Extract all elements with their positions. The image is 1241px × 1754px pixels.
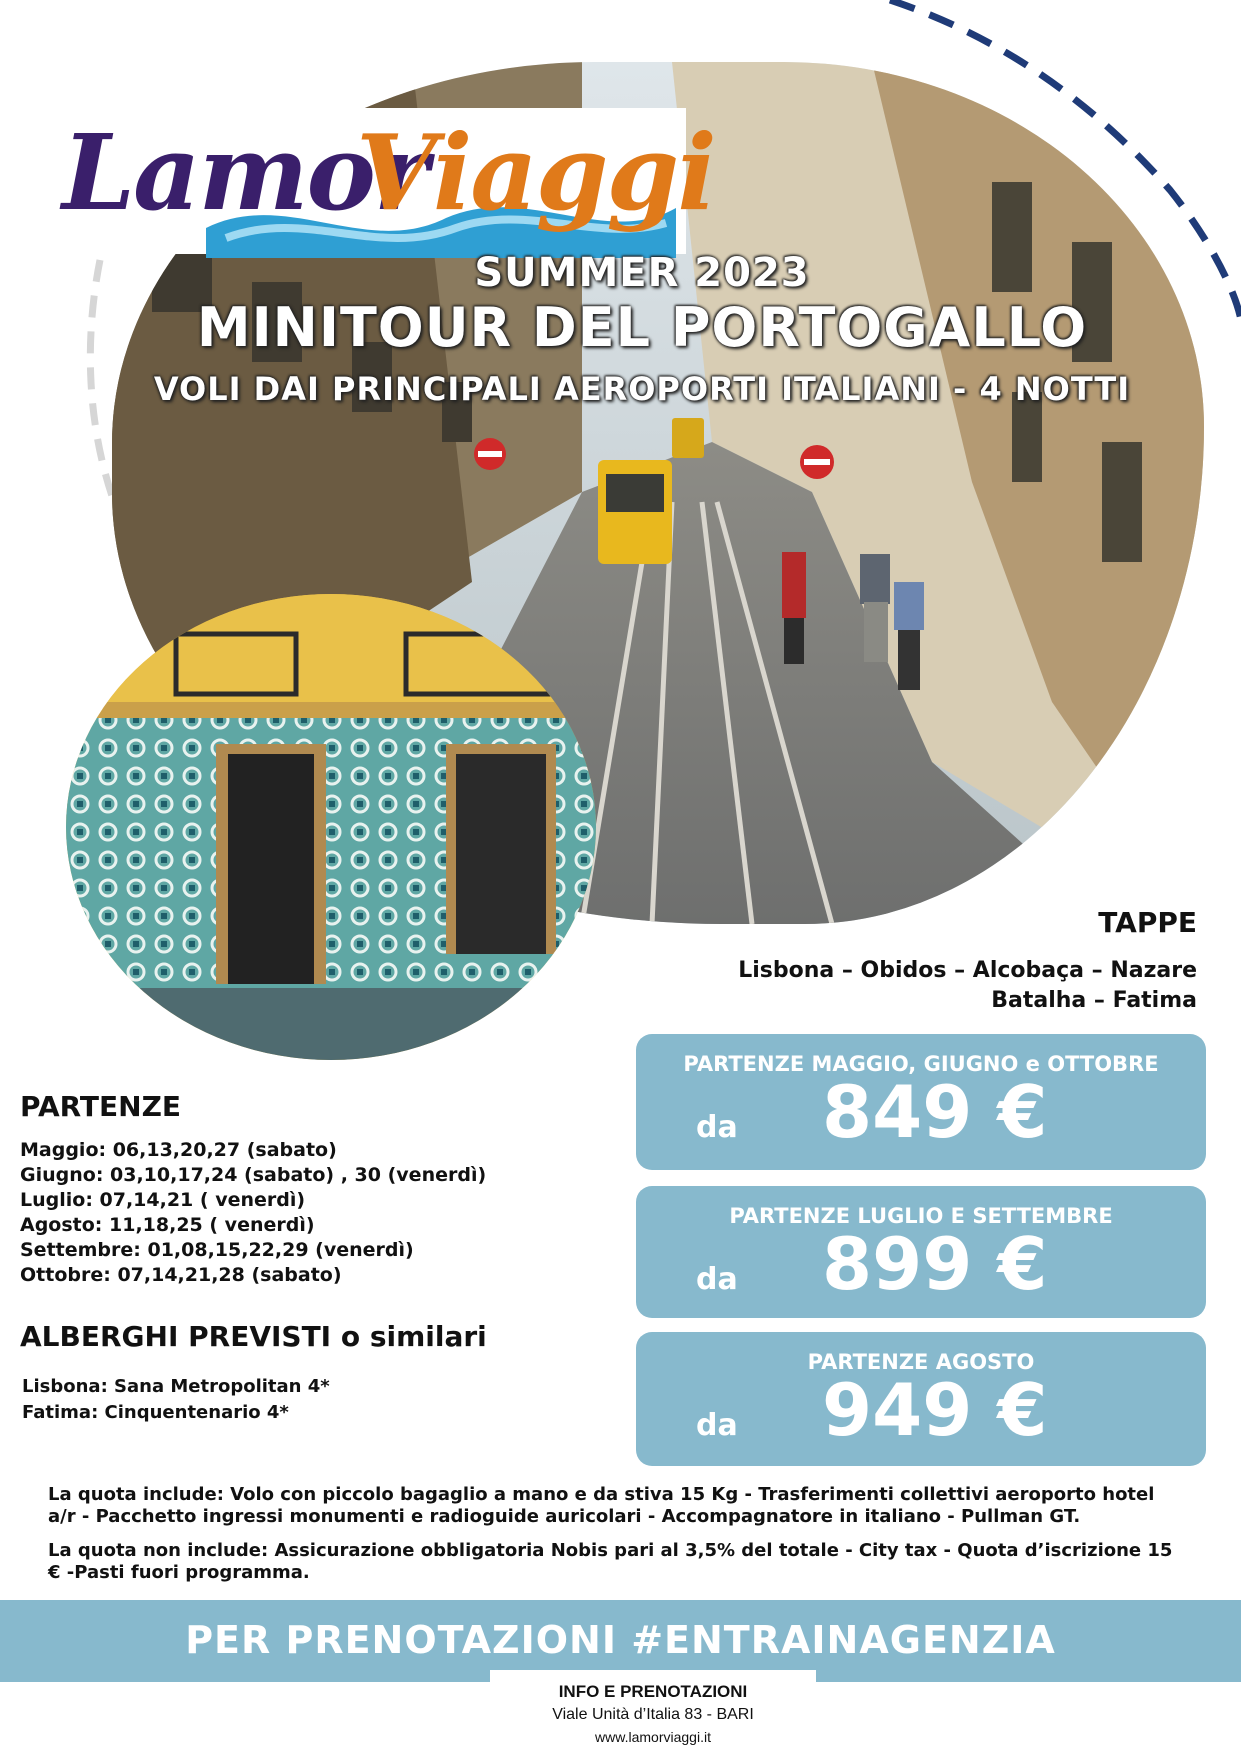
alberghi-title-bold: ALBERGHI PREVISTI [20, 1320, 332, 1353]
contact-box [490, 1670, 816, 1754]
partenze-title: PARTENZE [20, 1090, 182, 1123]
headline-subtitle: VOLI DAI PRINCIPALI AEROPORTI ITALIANI - 4 NOTTI [153, 370, 1131, 408]
partenze-line: Maggio: 06,13,20,27 (sabato) [20, 1139, 337, 1161]
contact-address: Viale Unità d’Italia 83 - BARI [552, 1706, 754, 1723]
quota-include-label: La quota include: [48, 1484, 224, 1505]
price-title: PARTENZE LUGLIO E SETTEMBRE [729, 1204, 1113, 1228]
brand-logo [56, 108, 715, 254]
azulejo-photo [66, 594, 596, 1060]
partenze-line: Agosto: 11,18,25 ( venerdì) [20, 1214, 315, 1236]
tappe-line: Lisbona – Obidos – Alcobaça – Nazare [738, 958, 1197, 983]
booking-banner-text: PER PRENOTAZIONI #ENTRAINAGENZIA [185, 1618, 1056, 1662]
price-prefix: da [696, 1408, 738, 1443]
logo-text-viaggi: Viaggi [356, 111, 715, 234]
price-box [636, 1332, 1206, 1466]
price-prefix: da [696, 1110, 738, 1145]
tappe-title: TAPPE [1098, 906, 1197, 939]
quota-non-include [48, 1540, 1188, 1584]
headline-title: MINITOUR DEL PORTOGALLO [196, 296, 1088, 359]
partenze-line: Settembre: 01,08,15,22,29 (venerdì) [20, 1239, 414, 1261]
partenze-line: Luglio: 07,14,21 ( venerdì) [20, 1189, 306, 1211]
hotel-line: Lisbona: Sana Metropolitan 4* [22, 1376, 330, 1397]
headline-season: SUMMER 2023 [474, 250, 810, 296]
price-box [636, 1034, 1206, 1170]
logo-text-lamor: Lamor [62, 111, 427, 234]
price-box [636, 1186, 1206, 1318]
price-amount: 949 € [822, 1368, 1048, 1452]
alberghi-title-rest: o similari [331, 1320, 487, 1353]
quota-include-text: Volo con piccolo bagaglio a mano e da stiva 15 Kg - Trasferimenti collettivi aeroporto hotel a/r - Pacchetto ingressi monumenti e radioguide auricolari - Accompagnatore in italiano - Pullman GT. [48, 1484, 1155, 1527]
quota-include [48, 1484, 1188, 1528]
partenze-line: Ottobre: 07,14,21,28 (sabato) [20, 1264, 342, 1286]
partenze-line: Giugno: 03,10,17,24 (sabato) , 30 (venerdì) [20, 1164, 487, 1186]
hotel-line: Fatima: Cinquentenario 4* [22, 1402, 289, 1423]
price-amount: 899 € [822, 1222, 1048, 1306]
contact-title: INFO E PRENOTAZIONI [558, 1682, 748, 1701]
alberghi-title [20, 1320, 487, 1353]
price-title: PARTENZE AGOSTO [807, 1350, 1035, 1374]
quota-exclude-text: Assicurazione obbligatoria Nobis pari al 3,5% del totale - City tax - Quota d’iscrizione 15 € -Pasti fuori programma. [48, 1540, 1173, 1583]
price-amount: 849 € [822, 1070, 1048, 1154]
tappe-line: Batalha – Fatima [991, 988, 1197, 1013]
quota-exclude-label: La quota non include: [48, 1540, 269, 1561]
price-title: PARTENZE MAGGIO, GIUGNO e OTTOBRE [683, 1052, 1159, 1076]
price-prefix: da [696, 1262, 738, 1297]
contact-website-link[interactable]: www.lamorviaggi.it [595, 1729, 711, 1745]
